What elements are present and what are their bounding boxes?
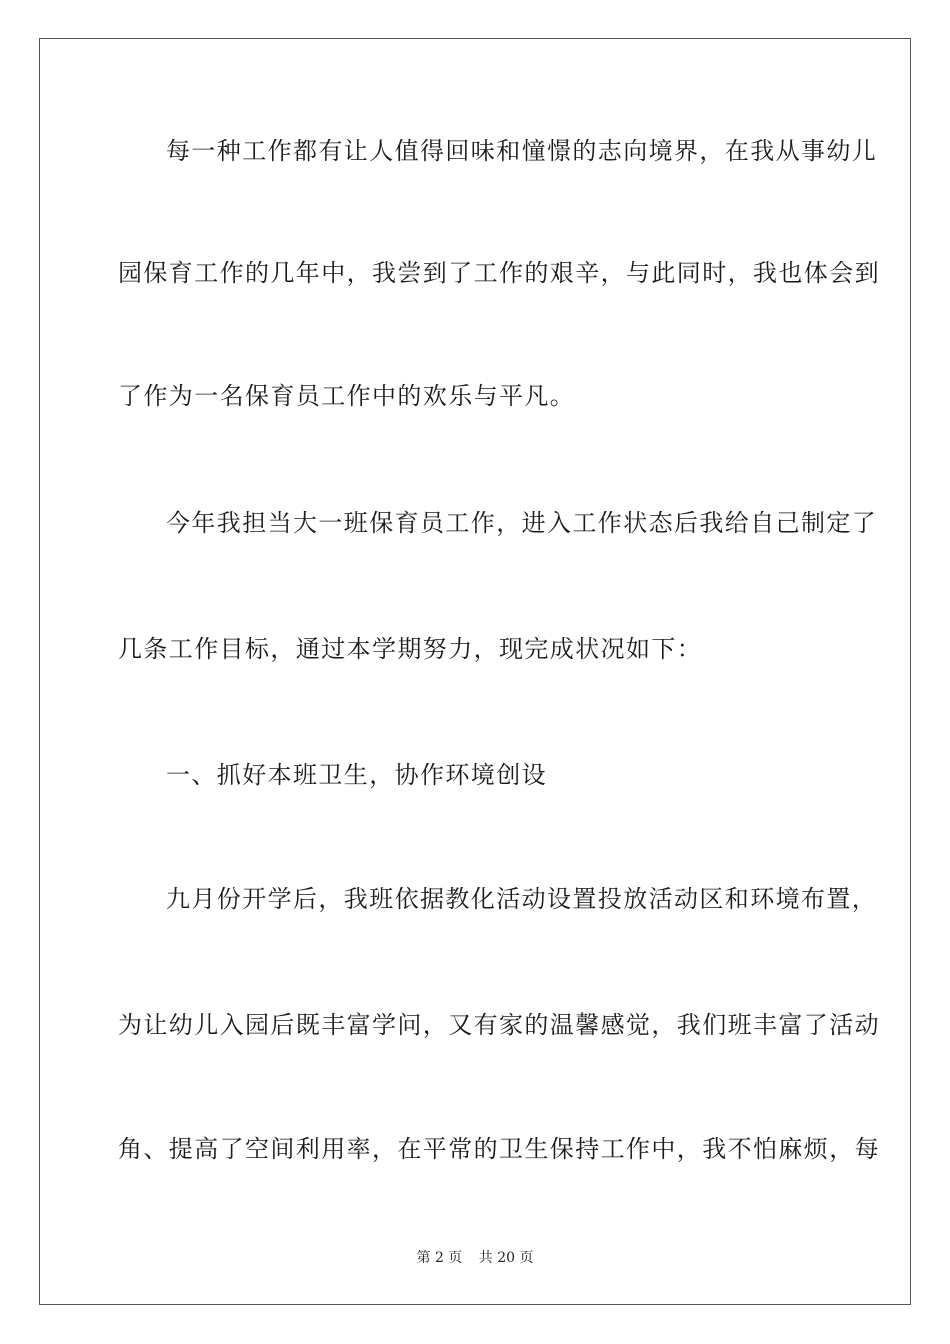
paragraph-line: 为让幼儿入园后既丰富学问，又有家的温馨感觉，我们班丰富了活动 <box>118 1011 880 1039</box>
paragraph-line: 角、提高了空间利用率，在平常的卫生保持工作中，我不怕麻烦，每 <box>118 1135 880 1163</box>
paragraph-line: 九月份开学后，我班依据教化活动设置投放活动区和环境布置， <box>166 885 878 913</box>
paragraph-line: 今年我担当大一班保育员工作，进入工作状态后我给自己制定了 <box>166 509 878 537</box>
paragraph-line: 几条工作目标，通过本学期努力，现完成状况如下： <box>118 635 703 663</box>
section-heading: 一、抓好本班卫生，协作环境创设 <box>166 761 547 789</box>
paragraph-line: 园保育工作的几年中，我尝到了工作的艰辛，与此同时，我也体会到 <box>118 259 880 287</box>
page-total: 共 20 页 <box>478 1250 534 1266</box>
page-border <box>39 38 911 1305</box>
paragraph-line: 每一种工作都有让人值得回味和憧憬的志向境界，在我从事幼儿 <box>166 137 878 165</box>
page-number: 第 2 页 <box>416 1250 463 1266</box>
page-footer <box>0 1249 950 1267</box>
paragraph-line: 了作为一名保育员工作中的欢乐与平凡。 <box>118 382 576 410</box>
